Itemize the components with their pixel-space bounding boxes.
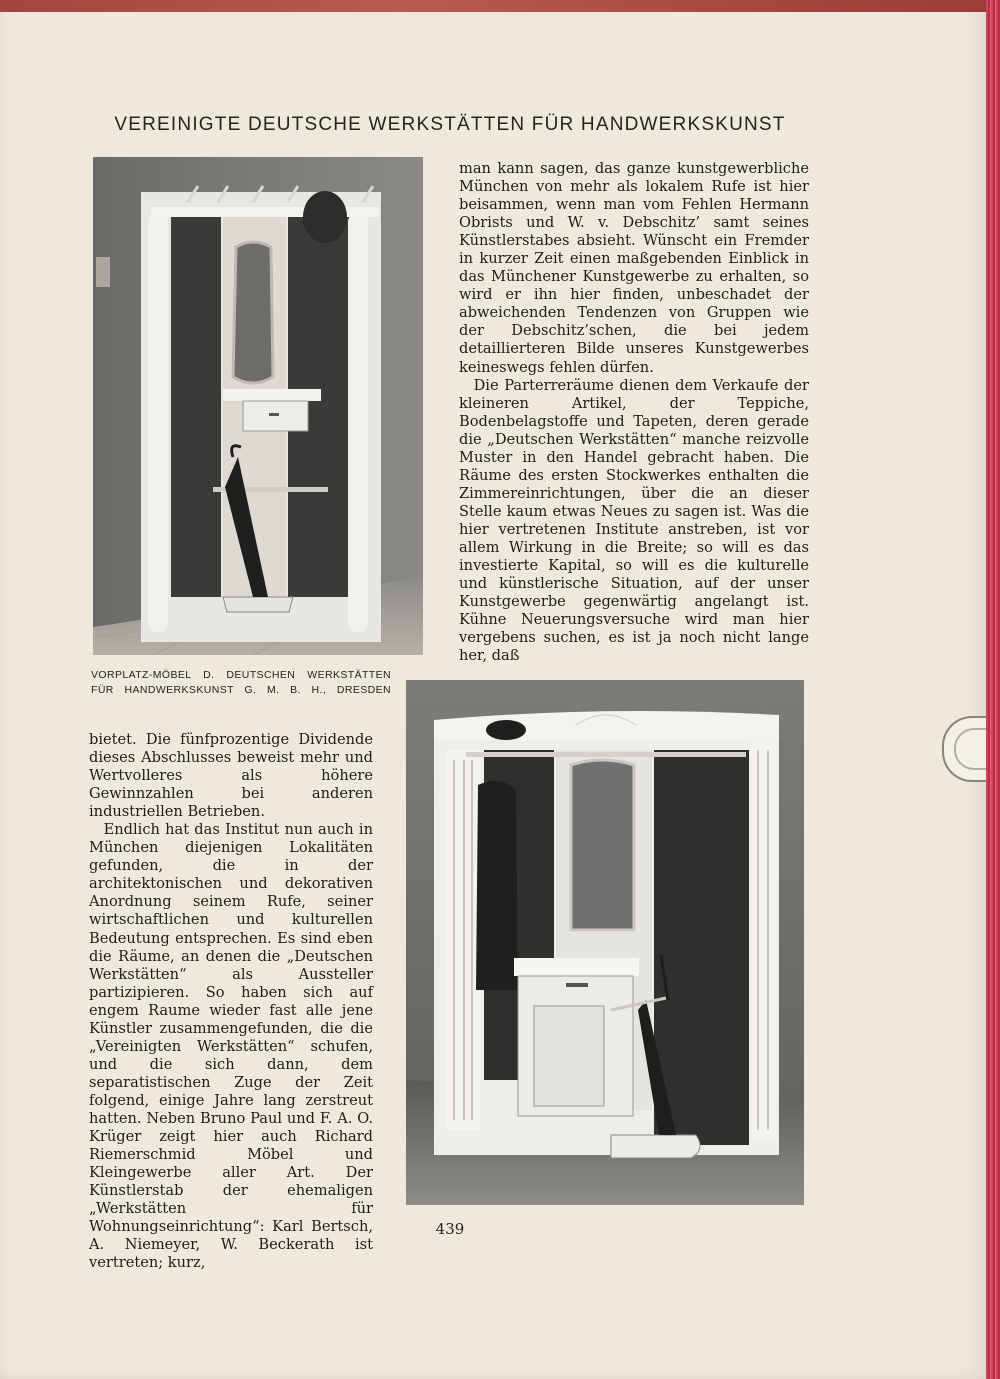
left-text-column — [89, 731, 373, 1272]
photo-caption — [91, 668, 391, 698]
book-right-edge — [986, 0, 1000, 1379]
photo-coat-rack-1 — [93, 157, 423, 655]
page-number: 439 — [435, 1220, 465, 1238]
photo-coat-rack-2 — [406, 680, 804, 1205]
page-header: VEREINIGTE DEUTSCHE WERKSTÄTTEN FÜR HANDWERKSKUNST — [114, 114, 786, 135]
paragraph: bietet. Die fünfprozentige Dividende dieses Abschlusses beweist mehr und Wertvolleres als höhere Gewinnzahlen bei anderen industriellen Betrieben. — [89, 731, 373, 821]
caption-line-2: FÜR HANDWERKSKUNST G. M. B. H., DRESDEN — [91, 684, 391, 696]
caption-line-1: VORPLATZ-MÖBEL D. DEUTSCHEN WERKSTÄTTEN — [91, 669, 391, 681]
book-top-edge — [0, 0, 1000, 12]
paragraph: Endlich hat das Institut nun auch in München diejenigen Lokalitäten gefunden, die in der architektonischen und dekorativen Anordnung seinem Rufe, seiner wirtschaftlichen und kulturellen Bedeutung entsprechen. Es sind eben die Räume, an denen die „Deutschen Werkstätten“ als Aussteller partizipieren. So haben sich auf engem Raume wieder fast alle jene Künstler zusammengefunden, die die „Vereinigten Werkstätten“ schufen, und die sich dann, dem separatistischen Zuge der Zeit folgend, einige Jahre lang zerstreut hatten. Neben Bruno Paul und F. A. O. Krüger zeigt hier auch Richard Riemerschmid Möbel und Kleingewerbe aller Art. Der Künstlerstab der ehemaligen „Werkstätten für Wohnungseinrichtung“: Karl Bertsch, A. Niemeyer, W. Beckerath ist vertreten; kurz, — [89, 821, 373, 1272]
paragraph: Die Parterreräume dienen dem Verkaufe der kleineren Artikel, der Teppiche, Bodenbelagstoffe und Tapeten, deren gerade die „Deutschen Werkstätten“ manche reizvolle Muster in den Handel gebracht haben. Die Räume des ersten Stockwerkes enthalten die Zimmereinrichtungen, über die an dieser Stelle kaum etwas Neues zu sagen ist. Was die hier vertretenen Institute anstreben, ist vor allem Wirkung in die Breite; so will es das investierte Kapital, so will es die kulturelle und künstlerische Situation, auf der unser Kunstgewerbe gegenwärtig angelangt ist. Kühne Neuerungsversuche wird man hier vergebens suchen, es ist ja noch nicht lange her, daß — [459, 376, 809, 665]
right-text-column — [459, 160, 809, 665]
paragraph: man kann sagen, das ganze kunstgewerbliche München von mehr als lokalem Rufe ist hier beisammen, wenn man vom Fehlen Hermann Obrists und W. v. Debschitz’ samt seines Künstlerstabes absieht. Wünscht ein Fremder in kurzer Zeit einen maßgebenden Einblick in das Münchener Kunstgewerbe zu erhalten, so wird er ihn hier finden, unbeschadet der abweichenden Tendenzen von Gruppen wie der Debschitz’schen, die bei jedem detaillierteren Bilde unseres Kunstgewerbes keineswegs fehlen dürfen. — [459, 160, 809, 376]
